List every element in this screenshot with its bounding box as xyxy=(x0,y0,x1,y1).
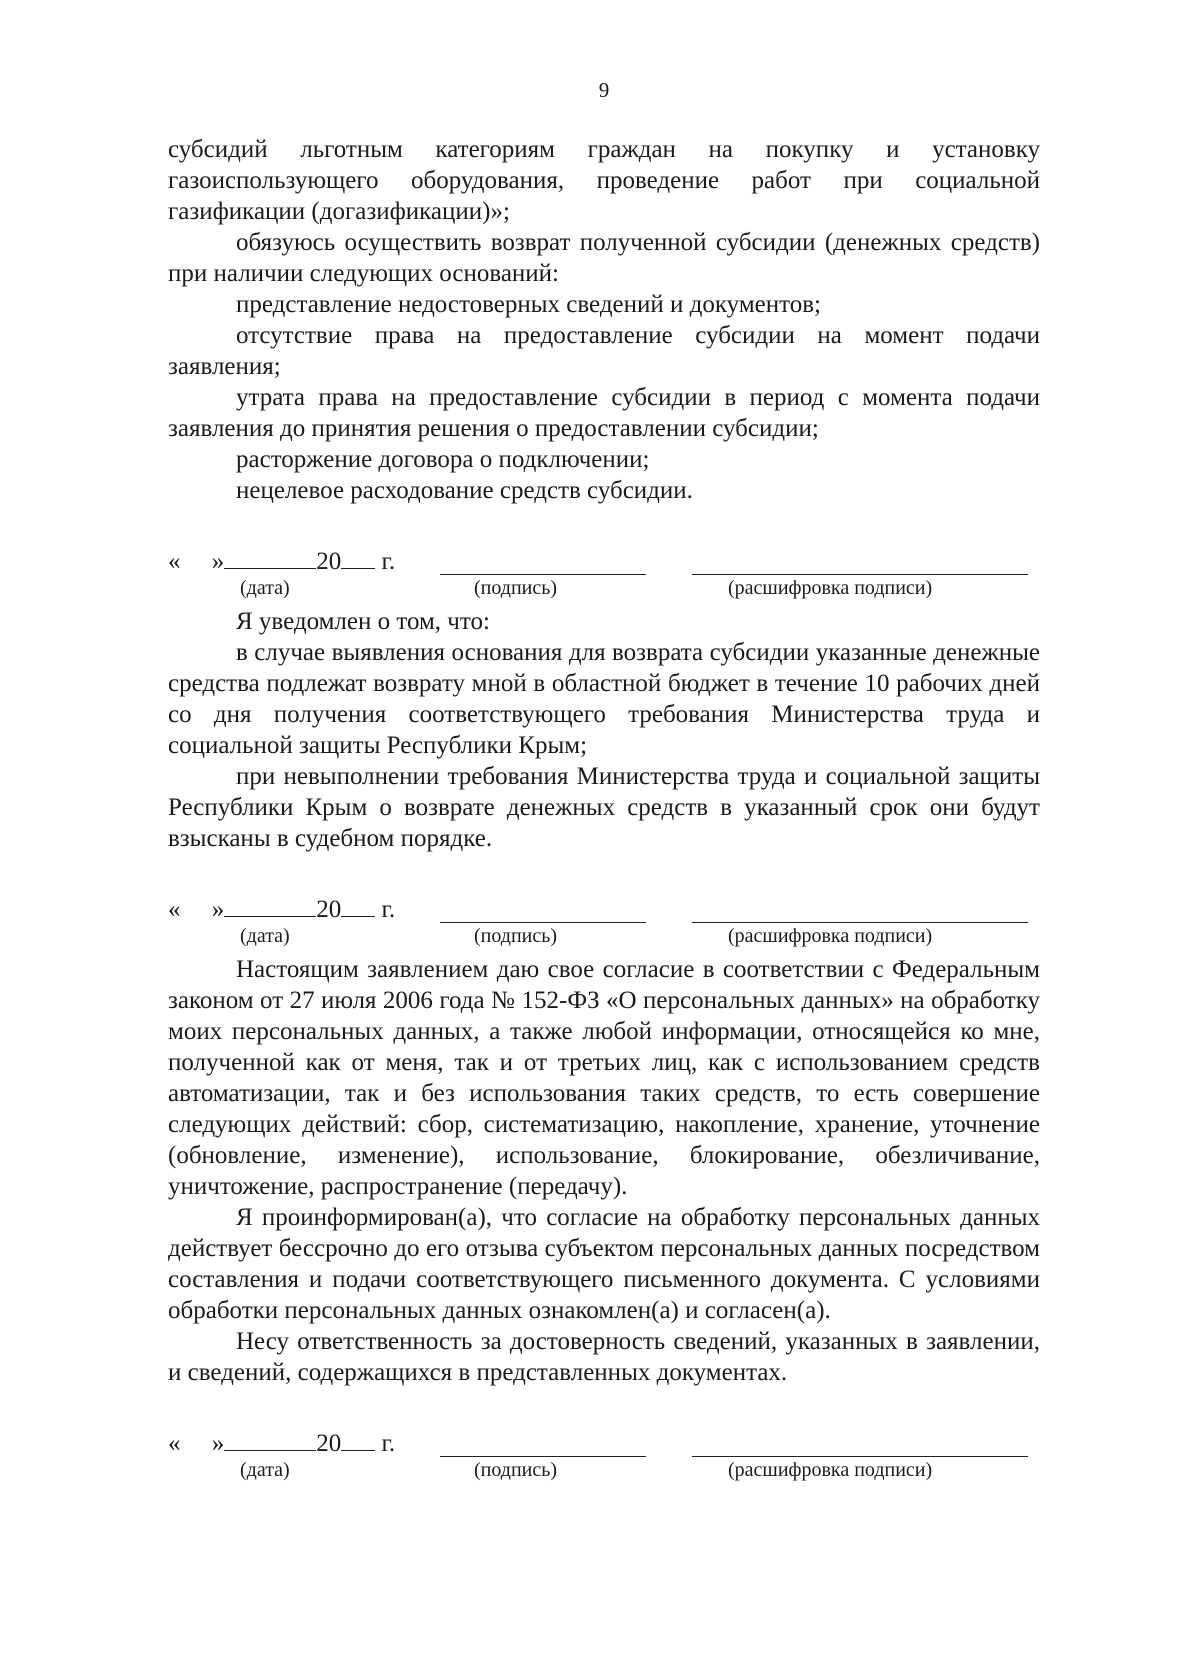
decoding-line xyxy=(692,1456,1028,1457)
paragraph: представление недостоверных сведений и документов; xyxy=(236,291,821,318)
paragraph: утрата права на предоставление субсидии в период с момента подачи заявления до принятия решения о предоставлении субсидии; xyxy=(168,384,1040,442)
date-fill-line: « » 20 г. xyxy=(168,548,396,575)
signature-line xyxy=(440,574,646,575)
decoding-caption: (расшифровка подписи) xyxy=(728,577,933,599)
date-fill-line: « » 20 г. xyxy=(168,896,396,923)
paragraph: в случае выявления основания для возврата субсидии указанные денежные средства подлежат возврату мной в областной бюджет в течение 10 рабочих дней со дня получения соответствующего требования Министерства труда и социальной защиты Республики Крым; xyxy=(168,639,1040,759)
signature-line xyxy=(440,922,646,923)
document-body xyxy=(168,134,1040,1488)
page-number: 9 xyxy=(598,78,610,102)
consent-section xyxy=(168,954,1040,1388)
decoding-caption: (расшифровка подписи) xyxy=(728,1459,933,1481)
date-caption: (дата) xyxy=(240,577,290,599)
paragraph: Я уведомлен о том, что: xyxy=(236,608,490,635)
signature-caption: (подпись) xyxy=(474,925,558,947)
paragraph: расторжение договора о подключении; xyxy=(236,446,650,473)
obligation-section xyxy=(168,134,1040,506)
signature-block-1 xyxy=(168,546,1040,606)
paragraph: Настоящим заявлением даю свое согласие в соответствии с Федеральным законом от 27 июля 2006 года № 152-ФЗ «О персональных данных» на обработку моих персональных данных, а также любой информации, относящейся ко мне, полученной как от меня, так и от третьих лиц, как с использованием средств автоматизации, так и без использования таких средств, то есть совершение следующих действий: сбор, систематизацию, накопление, хранение, уточнение (обновление, изменение), использование, блокирование, обезличивание, уничтожение, распространение (передачу). xyxy=(168,956,1040,1200)
signature-caption: (подпись) xyxy=(474,1459,558,1481)
paragraph: Несу ответственность за достоверность сведений, указанных в заявлении, и сведений, содержащихся в представленных документах. xyxy=(168,1328,1040,1386)
date-caption: (дата) xyxy=(240,1459,290,1481)
notice-section xyxy=(168,606,1040,854)
paragraph: при невыполнении требования Министерства труда и социальной защиты Республики Крым о возврате денежных средств в указанный срок они будут взысканы в судебном порядке. xyxy=(168,763,1040,852)
signature-line xyxy=(440,1456,646,1457)
signature-block-2 xyxy=(168,894,1040,954)
paragraph: Я проинформирован(а), что согласие на обработку персональных данных действует бессрочно до его отзыва субъектом персональных данных посредством составления и подачи соответствующего письменного документа. С условиями обработки персональных данных ознакомлен(а) и согласен(а). xyxy=(168,1204,1040,1324)
date-caption: (дата) xyxy=(240,925,290,947)
signature-caption: (подпись) xyxy=(474,577,558,599)
decoding-caption: (расшифровка подписи) xyxy=(728,925,933,947)
paragraph: отсутствие права на предоставление субсидии на момент подачи заявления; xyxy=(168,322,1040,380)
paragraph: субсидий льготным категориям граждан на покупку и установку газоиспользующего оборудования, проведение работ при социальной газификации (догазификации)»; xyxy=(168,136,1040,225)
date-fill-line: « » 20 г. xyxy=(168,1430,396,1457)
paragraph: обязуюсь осуществить возврат полученной субсидии (денежных средств) при наличии следующих оснований: xyxy=(168,229,1040,287)
paragraph: нецелевое расходование средств субсидии. xyxy=(236,477,693,504)
signature-block-3 xyxy=(168,1428,1040,1488)
decoding-line xyxy=(692,922,1028,923)
decoding-line xyxy=(692,574,1028,575)
